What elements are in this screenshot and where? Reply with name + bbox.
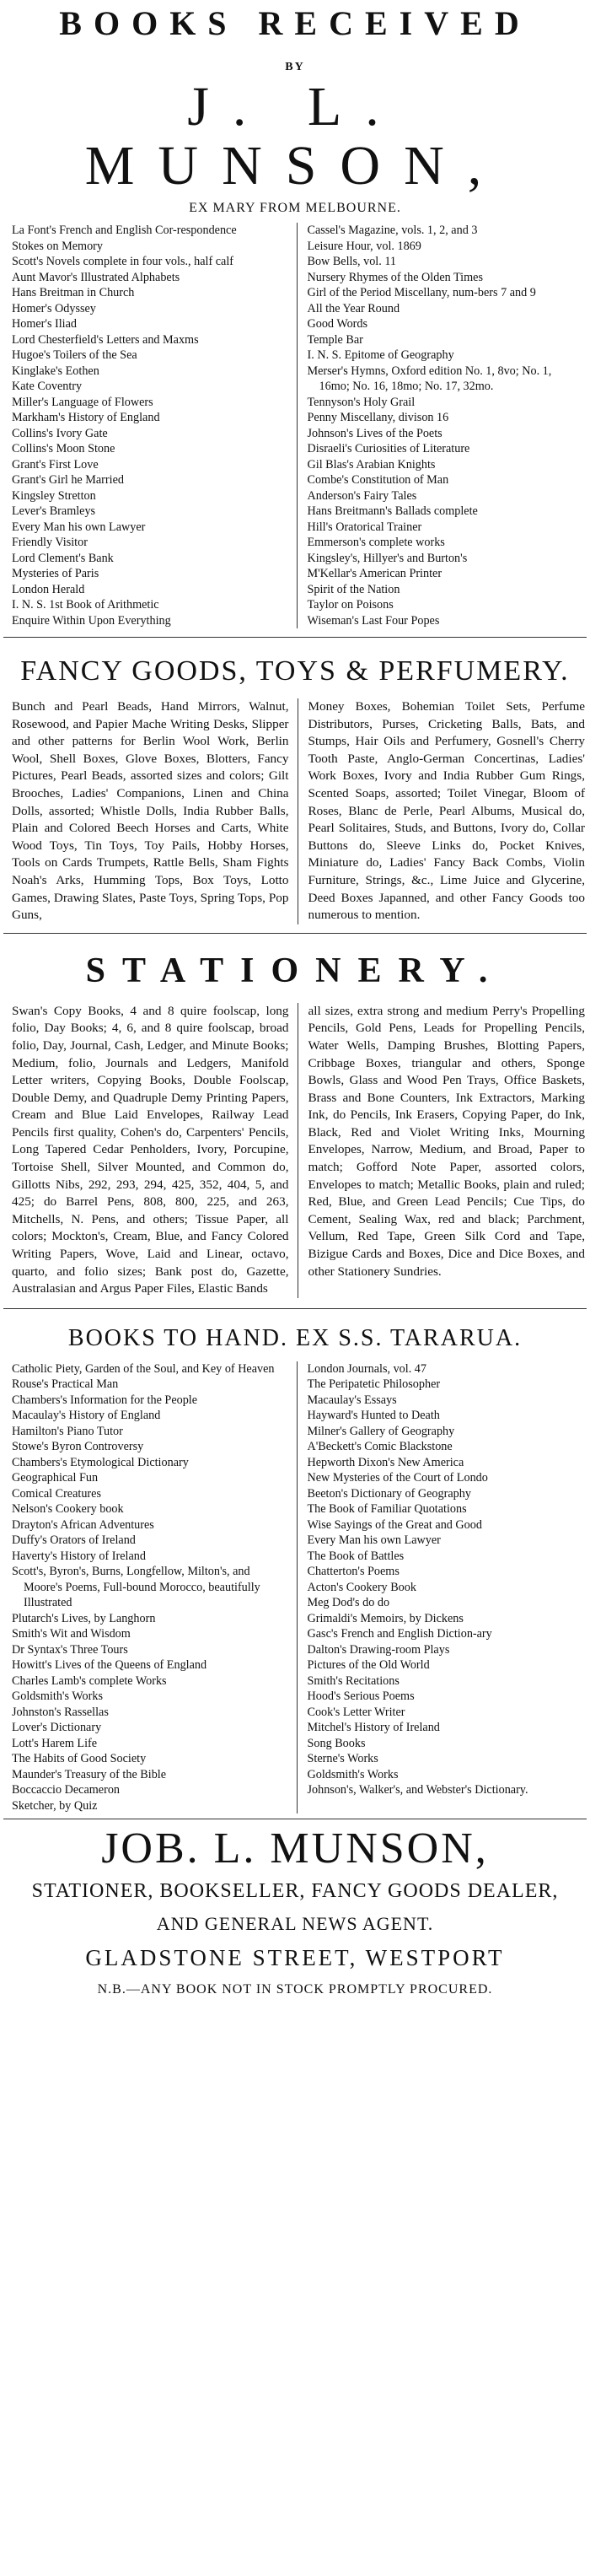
stationery-left-text: Swan's Copy Books, 4 and 8 quire foolscap, long folio, Day Books; 4, 6, and 8 quire foolscap, broad folio, Day, Journal, Cash, Ledger, and Minute Books; Medium, folio, Journals and Ledgers, Manifold Letter writers, Copying Books, Double Foolscap, Double Demy, and Quadruple Demy Printing Papers, Cream and Blue Laid Envelopes, Railway Lead Pencils first quality, Cohen's do, Carpenters' Pencils, Long Tapered Cedar Penholders, Ivory, Porcupine, Tortoise Shell, Silver Mounted, and Common do, Gillotts Nibs, 292, 293, 294, 425, 352, 404, 5, and 425; do Barrel Pens, 808, 800, 225, and 263, Mitchells, N. Pens, and others; Tissue Paper, all colors; Mockton's, Cream, Blue, and Fancy Colored Writing Papers, Wove, Laid and Linear, octavo, quarto, and folio sizes; Bank post do, Gazette, Australasian and Argus Paper Files, Elastic Bands: [12, 1003, 289, 1296]
book-list-item: All the Year Round: [307, 301, 400, 315]
book-list-item: La Font's French and English Cor-respondence: [12, 224, 237, 237]
book-list-item: Hans Breitman in Church: [12, 286, 135, 299]
book-list-item: Grant's First Love: [12, 457, 99, 472]
book-list-item: Every Man his own Lawyer: [12, 520, 146, 534]
book-list-item: Wiseman's Last Four Popes: [307, 613, 440, 628]
book-list-item: Boccaccio Decameron: [12, 1783, 121, 1797]
book-list-item: Comical Creatures: [12, 1486, 101, 1501]
book-list-item: New Mysteries of the Court of Londo: [307, 1471, 488, 1485]
book-list-item: Scott's Novels complete in four vols., half calf: [12, 255, 233, 268]
book-list-item: Tennyson's Holy Grail: [307, 395, 416, 409]
book-list-item: Dr Syntax's Three Tours: [12, 1642, 128, 1657]
book-list-item: Leisure Hour, vol. 1869: [307, 239, 421, 253]
by-label: BY: [285, 61, 305, 73]
book-list-item: Kate Coventry: [12, 380, 83, 393]
fancy-goods-heading: FANCY GOODS, TOYS & PERFUMERY.: [20, 655, 570, 687]
book-list-item: The Habits of Good Society: [12, 1752, 147, 1766]
book-list-item: Macaulay's History of England: [12, 1409, 161, 1423]
book-list-item: Beeton's Dictionary of Geography: [307, 1486, 471, 1501]
book-list-item: Acton's Cookery Book: [307, 1580, 416, 1594]
book-list-item: Every Man his own Lawyer: [307, 1533, 441, 1548]
book-list-item: Milner's Gallery of Geography: [307, 1424, 455, 1438]
publisher-heading: J. L. MUNSON,: [84, 76, 506, 197]
fancy-goods-left-text: Bunch and Pearl Beads, Hand Mirrors, Walnut, Rosewood, and Papier Mache Writing Desks, Slipper and other patterns for Berlin Wool Work, Berlin Wool, Shell Boxes, Glove Boxes, Blotters, Fancy Pictures, Pearl Beads, assorted sizes and colors; Gilt Brooches, Ladies' Companions, Linen and China Dolls, assorted; Whistle Dolls, India Rubber Balls, Plain and Colored Beech Horses and Carts, White Wood Toys, Tin Toys, Toy Pails, Hobby Horses, Tools on Cards Trumpets, Rattle Bells, Sham Fights Noah's Arks, Humming Tops, Box Toys, Lotto Games, Drawing Slates, Paste Toys, Spring Tops, Pop Guns,: [12, 699, 289, 923]
book-list-item: Spirit of the Nation: [307, 582, 400, 596]
book-list-item: Grant's Girl he Married: [12, 473, 124, 487]
book-list-item: A'Beckett's Comic Blackstone: [307, 1440, 453, 1454]
book-list-item: The Book of Familiar Quotations: [307, 1502, 467, 1517]
book-list-item: Johnson's Lives of the Poets: [307, 426, 442, 440]
fancy-goods-section: [0, 698, 590, 924]
book-list-item: Duffy's Orators of Ireland: [12, 1533, 136, 1548]
book-list-item: Collins's Ivory Gate: [12, 426, 108, 440]
book-list-item: Cook's Letter Writer: [307, 1705, 405, 1719]
book-list-item: London Herald: [12, 582, 85, 596]
footer-agent: AND GENERAL NEWS AGENT.: [156, 1913, 434, 1935]
book-list-item: Hill's Oratorical Trainer: [307, 520, 422, 534]
book-list-item: Macaulay's Essays: [307, 1393, 397, 1407]
book-list-item: Hugoe's Toilers of the Sea: [12, 348, 137, 362]
book-list-item: The Peripatetic Philosopher: [307, 1377, 441, 1392]
book-list-item: Hepworth Dixon's New America: [307, 1455, 464, 1469]
book-list-item: Lever's Bramleys: [12, 504, 96, 518]
book-list-item: Lord Clement's Bank: [12, 551, 114, 565]
tararua-right-column: [297, 1361, 586, 1814]
footer-note: N.B.—ANY BOOK NOT IN STOCK PROMPTLY PROCURED.: [97, 1982, 493, 1997]
book-list-item: Catholic Piety, Garden of the Soul, and Key of Heaven: [12, 1361, 275, 1376]
footer-address: GLADSTONE STREET, WESTPORT: [85, 1945, 505, 1971]
footer-name: JOB. L. MUNSON,: [101, 1824, 489, 1873]
book-list-item: Anderson's Fairy Tales: [307, 488, 417, 503]
divider: [3, 1308, 587, 1309]
divider: [3, 933, 587, 934]
book-list-item: Chambers's Information for the People: [12, 1393, 198, 1407]
book-list-item: Miller's Language of Flowers: [12, 395, 153, 409]
book-list-item: Taylor on Poisons: [307, 598, 394, 612]
book-list-item: Charles Lamb's complete Works: [12, 1673, 167, 1688]
tararua-heading: BOOKS TO HAND. EX S.S. TARARUA.: [67, 1324, 523, 1351]
book-list-item: Plutarch's Lives, by Langhorn: [12, 1611, 156, 1625]
book-list-item: Emmerson's complete works: [307, 536, 445, 549]
book-list-item: Girl of the Period Miscellany, num-bers 7 and 9: [307, 286, 536, 299]
book-list-item: Enquire Within Upon Everything: [12, 613, 171, 628]
stationery-heading: STATIONERY.: [85, 951, 505, 990]
book-list-item: Aunt Mavor's Illustrated Alphabets: [12, 270, 180, 284]
book-list-item: The Book of Battles: [307, 1549, 405, 1563]
book-list-item: Gil Blas's Arabian Knights: [307, 457, 436, 472]
book-list-item: Chatterton's Poems: [307, 1565, 400, 1579]
book-list-item: Friendly Visitor: [12, 536, 88, 549]
book-list-item: Lord Chesterfield's Letters and Maxms: [12, 332, 199, 347]
book-list-item: Markham's History of England: [12, 411, 160, 424]
tararua-list: [0, 1361, 590, 1814]
book-list-item: Collins's Moon Stone: [12, 442, 115, 455]
ex-mary-subheading: EX MARY FROM MELBOURNE.: [189, 201, 401, 215]
stationery-right-text: all sizes, extra strong and medium Perry's Propelling Pencils, Gold Pens, Leads for Propelling Pencils, Water Wells, Damping Brushes, Blotting Papers, Cribbage Boxes, triangular and others, Sponge Bowls, Glass and Wood Pen Trays, Office Baskets, Brass and Bone Counters, Ink Extractors, Marking Ink, do Pencils, Ink Erasers, Copying Paper, do Ink, Black, Red and Violet Writing Inks, Mourning Envelopes, Narrow, Medium, and Broad, Paper to match; Gofford Note Paper, assorted colors, Envelopes to match; Metallic Books, plain and ruled; Red, Blue, and Green Lead Pencils; Cue Tips, do Cement, Sealing Wax, red and black; Parchment, Vellum, Red Tape, Green Silk Cord and Tape, Bizigue Cards and Boxes, Dice and Dice Boxes, and other Stationery Sundries.: [298, 1003, 586, 1298]
book-list-item: Kingsley Stretton: [12, 488, 96, 503]
book-list-item: Goldsmith's Works: [12, 1689, 103, 1704]
book-list-item: Hans Breitmann's Ballads complete: [307, 504, 478, 518]
book-list-item: Sterne's Works: [307, 1752, 378, 1766]
divider: [3, 637, 587, 638]
book-list-item: Bow Bells, vol. 11: [307, 255, 396, 268]
books-received-right-column: [297, 223, 586, 628]
book-list-item: Sketcher, by Quiz: [12, 1798, 98, 1813]
book-list-item: Pictures of the Old World: [307, 1658, 430, 1673]
book-list-item: Drayton's African Adventures: [12, 1517, 154, 1532]
book-list-item: Wise Sayings of the Great and Good: [307, 1517, 482, 1532]
book-list-item: I. N. S. 1st Book of Arithmetic: [12, 598, 159, 612]
book-list-item: Cassel's Magazine, vols. 1, 2, and 3: [307, 224, 478, 237]
book-list-item: Geographical Fun: [12, 1471, 99, 1485]
book-list-item: Song Books: [307, 1736, 366, 1750]
book-list-item: Good Words: [307, 317, 368, 331]
books-received-heading: BOOKS RECEIVED: [59, 4, 531, 42]
book-list-item: Grimaldi's Memoirs, by Dickens: [307, 1611, 464, 1625]
book-list-item: Smith's Recitations: [307, 1673, 400, 1688]
book-list-item: Stowe's Byron Controversy: [12, 1440, 144, 1454]
book-list-item: Maunder's Treasury of the Bible: [12, 1767, 167, 1781]
book-list-item: London Journals, vol. 47: [307, 1361, 426, 1376]
book-list-item: Scott's, Byron's, Burns, Longfellow, Milton's, and Moore's Poems, Full-bound Morocco, beautifully Illustrated: [12, 1565, 260, 1610]
book-list-item: Hood's Serious Poems: [307, 1689, 415, 1704]
book-list-item: Merser's Hymns, Oxford edition No. 1, 8vo; No. 1, 16mo; No. 16, 18mo; No. 17, 32mo.: [307, 364, 552, 393]
book-list-item: Stokes on Memory: [12, 239, 103, 253]
book-list-item: Smith's Wit and Wisdom: [12, 1627, 131, 1641]
book-list-item: Johnston's Rassellas: [12, 1705, 109, 1719]
book-list-item: I. N. S. Epitome of Geography: [307, 348, 454, 362]
book-list-item: Goldsmith's Works: [307, 1767, 399, 1781]
fancy-goods-right-text: Money Boxes, Bohemian Toilet Sets, Perfume Distributors, Purses, Cricketing Balls, Bats, and Stumps, Hair Oils and Perfumery, Gosnell's Cherry Tooth Paste, Anglo-German Concertinas, Ladies' Work Boxes, Ivory and India Rubber Gum Rings, Scented Soaps, assorted; Toilet Vinegar, Bloom of Roses, Blanc de Perle, Pearl Albums, Musical do, Pearl Solitaires, Studs, and Buttons, Ivory do, Collar Buttons do, Sleeve Links do, Pocket Knives, Miniature do, Ladies' Fancy Back Combs, Violin Furniture, Strings, &c., Lime Juice and Glycerine, Deed Boxes Japanned, and other Fancy Goods too numerous to mention.: [298, 698, 586, 924]
stationery-section: [0, 1003, 590, 1298]
book-list-item: Meg Dod's do do: [307, 1596, 390, 1610]
book-list-item: M'Kellar's American Printer: [307, 567, 442, 580]
book-list-item: Howitt's Lives of the Queens of England: [12, 1658, 207, 1673]
footer-trade: STATIONER, BOOKSELLER, FANCY GOODS DEALER,: [31, 1880, 559, 1903]
book-list-item: Kinglake's Eothen: [12, 364, 99, 378]
book-list-item: Homer's Iliad: [12, 317, 78, 331]
book-list-item: Nursery Rhymes of the Olden Times: [307, 270, 483, 284]
book-list-item: Temple Bar: [307, 332, 363, 347]
books-received-left-column: [12, 223, 297, 628]
tararua-left-column: [12, 1361, 297, 1814]
book-list-item: Kingsley's, Hillyer's and Burton's: [307, 551, 468, 565]
book-list-item: Mysteries of Paris: [12, 567, 99, 580]
book-list-item: Disraeli's Curiosities of Literature: [307, 442, 470, 455]
book-list-item: Nelson's Cookery book: [12, 1502, 124, 1517]
book-list-item: Rouse's Practical Man: [12, 1377, 119, 1392]
book-list-item: Haverty's History of Ireland: [12, 1549, 146, 1563]
book-list-item: Gasc's French and English Diction-ary: [307, 1627, 492, 1641]
book-list-item: Hamilton's Piano Tutor: [12, 1424, 123, 1438]
book-list-item: Chambers's Etymological Dictionary: [12, 1455, 189, 1469]
books-received-list: [0, 223, 590, 628]
book-list-item: Johnson's, Walker's, and Webster's Dictionary.: [307, 1783, 528, 1797]
book-list-item: Hayward's Hunted to Death: [307, 1409, 440, 1423]
book-list-item: Homer's Odyssey: [12, 301, 96, 315]
book-list-item: Lott's Harem Life: [12, 1736, 98, 1750]
book-list-item: Dalton's Drawing-room Plays: [307, 1642, 450, 1657]
book-list-item: Mitchel's History of Ireland: [307, 1721, 440, 1735]
book-list-item: Lover's Dictionary: [12, 1721, 102, 1735]
book-list-item: Penny Miscellany, divison 16: [307, 411, 449, 424]
book-list-item: Combe's Constitution of Man: [307, 473, 449, 487]
